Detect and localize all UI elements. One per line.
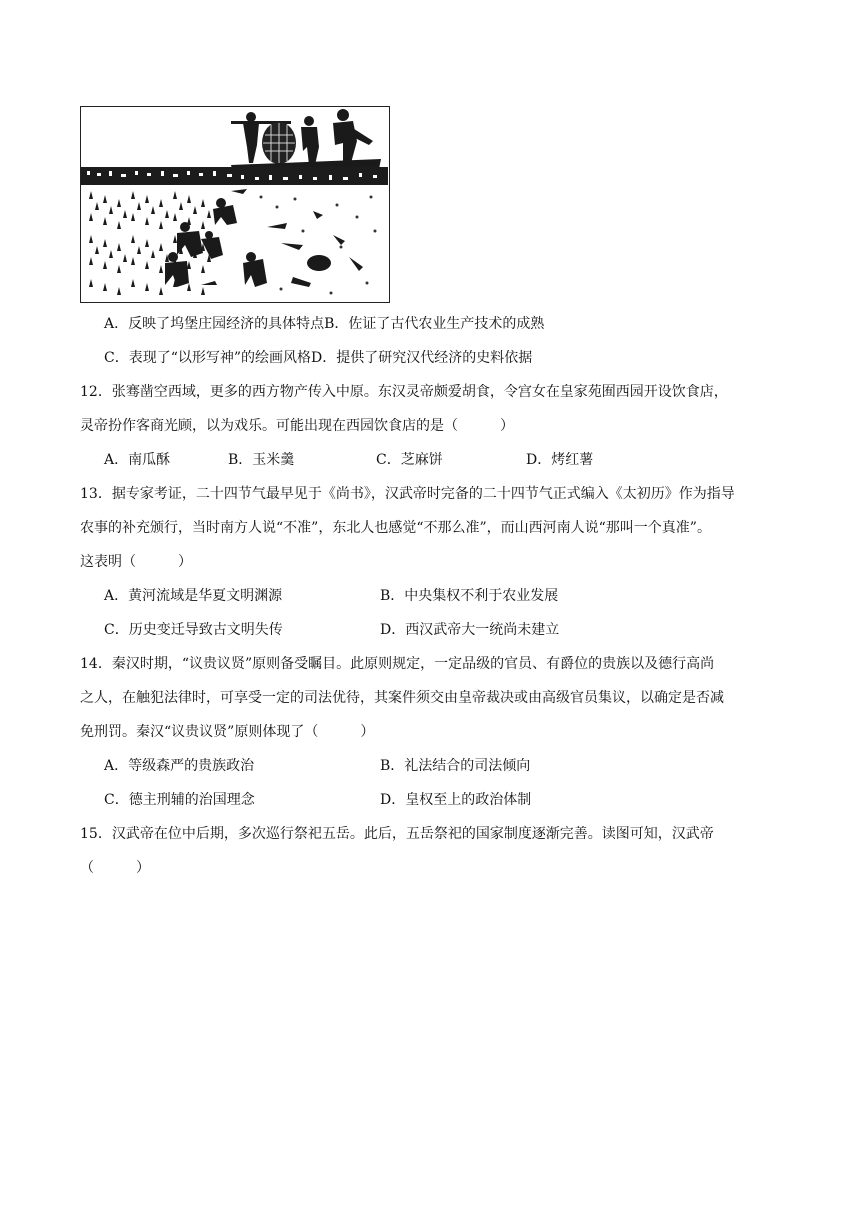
q13-stem-line-3: 这表明（ ） <box>80 554 192 570</box>
han-relief-rubbing-image <box>80 106 390 303</box>
q14-option-b: B．礼法结合的司法倾向 <box>380 758 531 774</box>
q11-option-c: C．表现了“以形写神”的绘画风格 <box>104 350 312 366</box>
q14-option-a: A．等级森严的贵族政治 <box>104 758 255 774</box>
q13-stem-line-2: 农事的补充颁行，当时南方人说“不准”，东北人也感觉“不那么准”，而山西河南人说“那叫一个真准”。 <box>80 520 711 536</box>
q13-option-a: A．黄河流域是华夏文明渊源 <box>104 588 283 604</box>
q11-option-c-d-line <box>104 348 532 368</box>
q12-stem-line-1: 12．张骞凿空西域，更多的西方物产传入中原。东汉灵帝颇爱胡食，令宫女在皇家苑囿西园开设饮食店， <box>80 384 728 400</box>
q14-stem-line-1: 14．秦汉时期，“议贵议贤”原则备受瞩目。此原则规定，一定品级的官员、有爵位的贵族以及德行高尚 <box>80 656 715 672</box>
q13-option-b: B．中央集权不利于农业发展 <box>380 588 559 604</box>
q15-stem-line-1: 15．汉武帝在位中后期，多次巡行祭祀五岳。此后，五岳祭祀的国家制度逐渐完善。读图可知，汉武帝 <box>80 826 714 842</box>
q12-option-c: C．芝麻饼 <box>376 452 443 468</box>
q11-option-b: B．佐证了古代农业生产技术的成熟 <box>324 316 545 332</box>
q13-stem-line-1: 13．据专家考证，二十四节气最早见于《尚书》，汉武帝时完备的二十四节气正式编入《太初历》作为指导 <box>80 486 735 502</box>
q14-option-d: D．皇权至上的政治体制 <box>380 792 532 808</box>
q14-option-c: C．德主刑辅的治国理念 <box>104 792 255 808</box>
q12-options-row <box>0 450 860 470</box>
q13-option-c: C．历史变迁导致古文明失传 <box>104 622 283 638</box>
q13-option-d: D．西汉武帝大一统尚未建立 <box>380 622 560 638</box>
q11-option-a-b-line <box>104 314 544 334</box>
q11-option-d: D．提供了研究汉代经济的史料依据 <box>311 350 533 366</box>
q11-option-a: A．反映了坞堡庄园经济的具体特点 <box>104 316 325 332</box>
q14-stem-line-2: 之人，在触犯法律时，可享受一定的司法优待，其案件须交由皇帝裁决或由高级官员集议，以确定是否减 <box>80 690 724 706</box>
q14-stem-line-3: 免刑罚。秦汉“议贵议贤”原则体现了（ ） <box>80 724 375 740</box>
q12-stem-line-2: 灵帝扮作客商光顾，以为戏乐。可能出现在西园饮食店的是（ ） <box>80 418 514 434</box>
q15-stem-line-2: （ ） <box>80 860 150 876</box>
q12-option-d: D．烤红薯 <box>526 452 594 468</box>
q12-option-a: A．南瓜酥 <box>104 452 171 468</box>
q12-option-b: B．玉米羹 <box>228 452 295 468</box>
